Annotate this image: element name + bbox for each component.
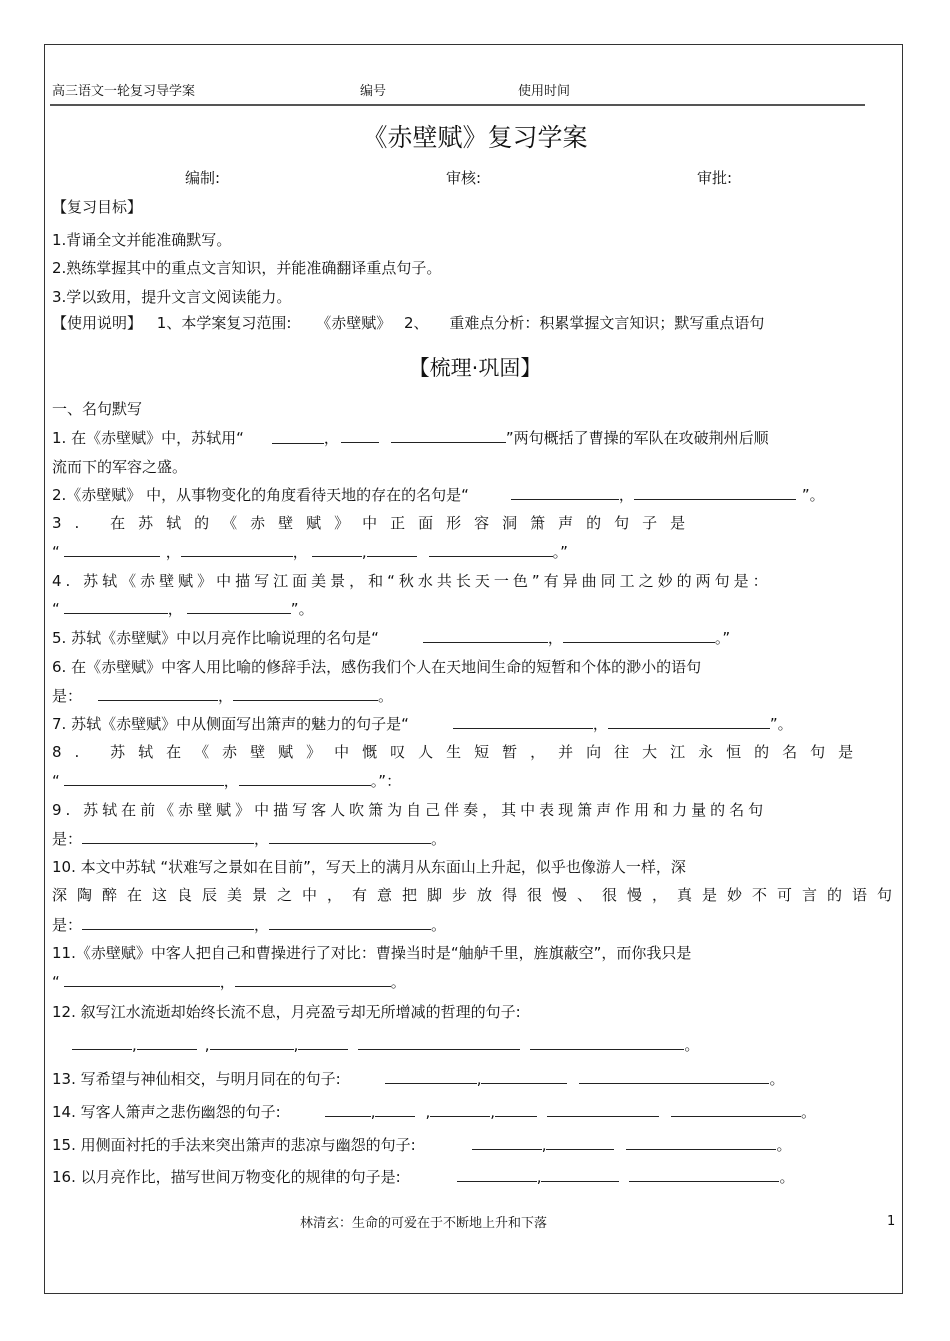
header-time-label: 使用时间 [518,84,571,99]
answer-blank[interactable] [341,428,379,443]
q9-text-b: 是： [52,830,83,848]
answer-blank[interactable] [608,714,770,729]
answer-blank[interactable] [579,1069,769,1084]
compile-label: 编制: [185,169,221,187]
usage-scope: 1、本学案复习范围: [156,314,292,332]
answer-blank[interactable] [312,542,362,557]
question-1 [52,427,769,448]
question-13 [52,1068,784,1089]
q13-comma: , [476,1070,482,1088]
page-number: 1 [887,1214,896,1229]
q6-text-b: 是： [52,687,83,705]
q12-answers [72,1034,699,1055]
answer-blank[interactable] [82,829,254,844]
q8-text: 8. 苏轼在《赤壁赋》中慨叹人生短暂，并向往大江永恒的名句是 [52,743,867,761]
question-4 [52,570,772,591]
answer-blank[interactable] [430,1102,490,1117]
q5-comma: ， [547,629,563,647]
answer-blank[interactable] [64,972,220,987]
q11-open: “ [52,973,60,991]
answer-blank[interactable] [64,599,168,614]
usage-scope-text: 《赤壁赋》 [316,314,392,332]
q8-open: “ [52,772,60,790]
question-10 [52,884,903,905]
question-9 [52,799,767,820]
answer-blank[interactable] [634,485,796,500]
usage-focus: 重难点分析：积累掌握文言知识；默写重点语句 [449,314,765,332]
answer-blank[interactable] [325,1102,371,1117]
answer-blank[interactable] [358,1035,520,1050]
q10-end: 。 [431,916,447,934]
q11-end: 。 [390,973,406,991]
footer-motto: 林清玄：生命的可爱在于不断地上升和下落 [300,1216,548,1231]
answer-blank[interactable] [239,771,371,786]
q2-text: 2.《赤壁赋》 中，从事物变化的角度看待天地的存在的名句是“ [52,486,469,504]
question-2 [52,484,825,505]
q10-comma: ， [254,916,270,934]
question-3 [52,512,894,533]
q15-text: 15. 用侧面衬托的手法来突出箫声的悲凉与幽怨的句子: [52,1136,416,1154]
usage-label: 【使用说明】 [52,314,143,332]
q4-text: 4. 苏轼《赤壁赋》中描写江面美景，和“秋水共长天一色”有异曲同工之妙的两句是： [52,572,772,590]
answer-blank[interactable] [269,829,431,844]
answer-blank[interactable] [233,686,378,701]
q3-comma: ， [165,543,181,561]
answer-blank[interactable] [375,1102,415,1117]
q1-text-c: 流而下的军容之盛。 [52,458,188,476]
q16-comma: , [536,1168,542,1186]
q1-comma: ， [323,429,339,447]
answer-blank[interactable] [187,599,291,614]
q5-end: 。” [714,629,731,647]
answer-blank[interactable] [626,1135,776,1150]
q3-open: “ [52,543,60,561]
answer-blank[interactable] [272,429,324,444]
page-title: 《赤壁赋》复习学案 [362,123,588,152]
q15-end: 。 [776,1136,792,1154]
header-course: 高三语文一轮复习导学案 [52,84,196,99]
goal-item: 2.熟练掌握其中的重点文言知识，并能准确翻译重点句子。 [52,259,442,277]
goal-item: 3.学以致用，提升文言文阅读能力。 [52,288,292,306]
q10-answers [52,914,446,935]
q8-answers [52,770,401,791]
q14-comma: , [490,1103,496,1121]
question-6 [52,685,393,706]
q3-comma: ， [292,543,308,561]
q7-text: 7. 苏轼《赤壁赋》中从侧面写出箫声的魅力的句子是“ [52,715,409,733]
answer-blank[interactable] [457,1167,537,1182]
answer-blank[interactable] [423,628,548,643]
answer-blank[interactable] [429,542,553,557]
answer-blank[interactable] [367,542,417,557]
q6-end: 。 [378,687,394,705]
q15-comma: , [541,1136,547,1154]
q6-comma: ， [218,687,234,705]
q3-answers [52,541,568,562]
q6-text-a: 6. 在《赤壁赋》中客人用比喻的修辞手法，感伤我们个人在天地间生命的短暂和个体的渺小的语句 [52,658,702,676]
q12-end: 。 [684,1036,700,1054]
answer-blank[interactable] [210,1035,294,1050]
q10-text-a: 10. 本文中苏轼 “状难写之景如在目前”，写天上的满月从东面山上升起，似乎也像游人一样，深 [52,858,686,876]
q10-text-c: 是： [52,916,83,934]
goal-item: 1.背诵全文并能准确默写。 [52,231,232,249]
q4-end: ”。 [290,600,314,618]
question-5 [52,627,730,648]
q4-answers [52,598,314,619]
answer-blank[interactable] [530,1035,684,1050]
q2-comma: ， [618,486,634,504]
usage-focus-num: 2、 [403,314,429,332]
answer-blank[interactable] [629,1167,779,1182]
q4-open: “ [52,600,60,618]
answer-blank[interactable] [671,1102,801,1117]
question-8 [52,741,894,762]
answer-blank[interactable] [511,485,619,500]
answer-blank[interactable] [98,686,218,701]
q13-text: 13. 写希望与神仙相交，与明月同在的句子: [52,1070,341,1088]
answer-blank[interactable] [481,1069,567,1084]
question-16 [52,1166,794,1187]
q1-text-b: ”两句概括了曹操的军队在攻破荆州后顺 [505,429,769,447]
q2-end: ”。 [801,486,825,504]
q1-text-a: 1. 在《赤壁赋》中，苏轼用“ [52,429,244,447]
answer-blank[interactable] [269,915,431,930]
q5-text: 5. 苏轼《赤壁赋》中以月亮作比喻说理的名句是“ [52,629,379,647]
answer-blank[interactable] [137,1035,197,1050]
q12-text: 12. 叙写江水流逝却始终长流不息，月亮盈亏却无所增减的哲理的句子: [52,1003,521,1021]
answer-blank[interactable] [453,714,593,729]
q12-comma: , [293,1036,299,1054]
q7-end: ”。 [769,715,793,733]
answer-blank[interactable] [385,1069,477,1084]
approve-label: 审批: [697,169,733,187]
q3-comma: , [361,543,367,561]
answer-blank[interactable] [563,628,715,643]
q13-end: 。 [769,1070,785,1088]
q14-text: 14. 写客人箫声之悲伤幽怨的句子: [52,1103,281,1121]
goals-heading: 【复习目标】 [52,198,143,216]
part1-title: 一、名句默写 [52,400,143,418]
answer-blank[interactable] [472,1135,542,1150]
answer-blank[interactable] [547,1102,659,1117]
answer-blank[interactable] [64,542,160,557]
q12-comma: , [132,1036,137,1054]
q14-comma: , [370,1103,376,1121]
answer-blank[interactable] [181,542,293,557]
q9-end: 。 [431,830,447,848]
q16-end: 。 [779,1168,795,1186]
answer-blank[interactable] [495,1102,537,1117]
answer-blank[interactable] [72,1035,132,1050]
q10-text-b: 深陶醉在这良辰美景之中，有意把脚步放得很慢、很慢，真是妙不可言的语句 [52,886,903,904]
answer-blank[interactable] [546,1135,614,1150]
q14-end: 。 [801,1103,817,1121]
answer-blank[interactable] [298,1035,348,1050]
answer-blank[interactable] [391,428,506,443]
answer-blank[interactable] [541,1167,619,1182]
q9-answers [52,828,446,849]
q8-end: 。”： [370,772,402,790]
section-title: 【梳理·巩固】 [408,356,542,380]
q14-comma: , [425,1103,431,1121]
q11-comma: ， [219,973,235,991]
review-label: 审核: [446,169,482,187]
q9-comma: ， [254,830,270,848]
q3-end: 。” [552,543,568,561]
q12-comma: , [204,1036,210,1054]
q11-text: 11.《赤壁赋》中客人把自己和曹操进行了对比：曹操当时是“舳舻千里，旌旗蔽空”，而你我只是 [52,944,692,962]
q16-text: 16. 以月亮作比，描写世间万物变化的规律的句子是: [52,1168,401,1186]
answer-blank[interactable] [82,915,254,930]
question-15 [52,1134,791,1155]
q4-comma: ， [167,600,183,618]
header-rule [50,104,865,106]
header-serial-label: 编号 [360,84,387,99]
q9-text: 9. 苏轼在前《赤壁赋》中描写客人吹箫为自己伴奏，其中表现箫声作用和力量的名句 [52,801,768,819]
q8-comma: ， [223,772,239,790]
q3-text: 3. 在苏轼的《赤壁赋》中正面形容洞箫声的句子是 [52,514,699,532]
question-14 [52,1101,816,1122]
usage-line [52,312,764,333]
q11-answers [52,971,406,992]
answer-blank[interactable] [235,972,391,987]
q7-comma: ， [592,715,608,733]
question-7 [52,713,793,734]
answer-blank[interactable] [64,771,224,786]
